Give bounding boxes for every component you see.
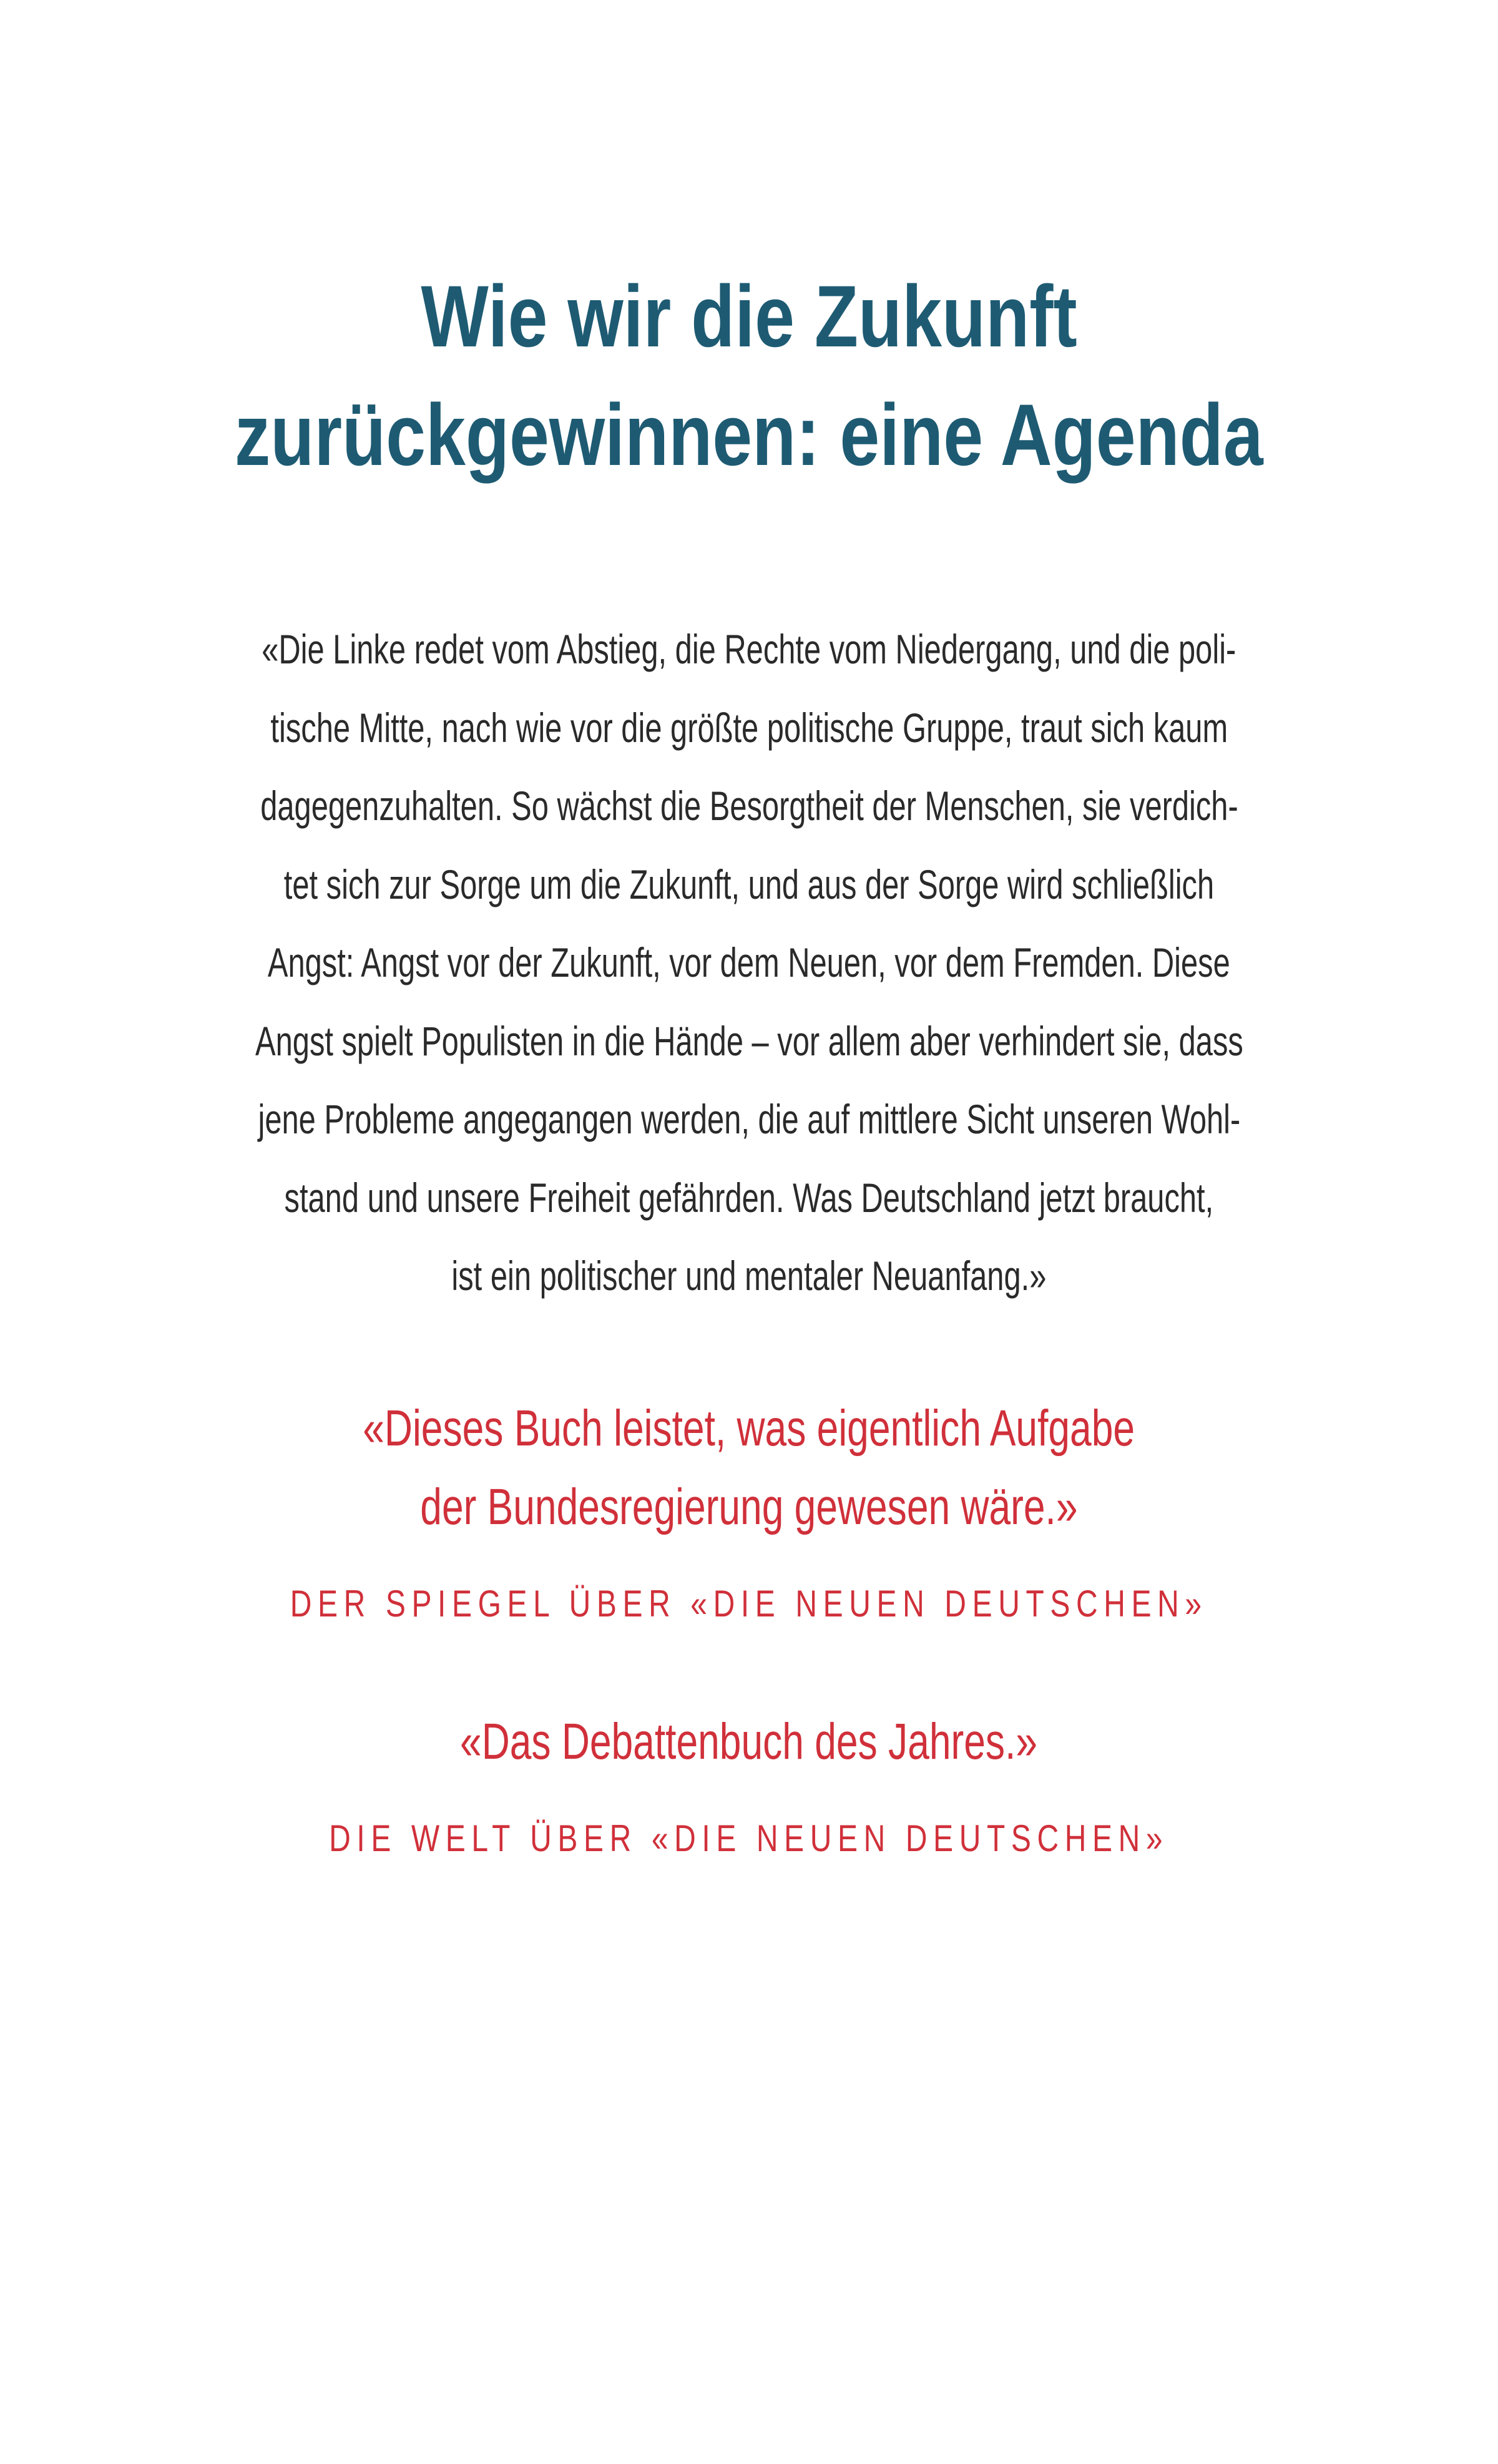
review-source-welt: DIE WELT ÜBER «DIE NEUEN DEUTSCHEN» xyxy=(329,1817,1169,1859)
blurb-line: tische Mitte, nach wie vor die größte politische Gruppe, traut sich kaum xyxy=(270,704,1228,751)
review-quote-line: der Bundesregierung gewesen wäre.» xyxy=(420,1479,1078,1535)
blurb-line: ist ein politischer und mentaler Neuanfang.» xyxy=(451,1253,1047,1299)
blurb-paragraph xyxy=(0,610,1498,1316)
review-quote-line: «Dieses Buch leistet, was eigentlich Aufgabe xyxy=(363,1400,1135,1457)
review-quote-line: «Das Debattenbuch des Jahres.» xyxy=(460,1713,1038,1770)
blurb-line: stand und unsere Freiheit gefährden. Was Deutschland jetzt braucht, xyxy=(284,1174,1214,1221)
headline-line-1 xyxy=(0,257,1498,376)
blurb-line: tet sich zur Sorge um die Zukunft, und aus der Sorge wird schließlich xyxy=(283,861,1215,907)
review-quote-spiegel xyxy=(0,1389,1498,1547)
review-quote-welt xyxy=(0,1703,1498,1781)
review-source-spiegel: DER SPIEGEL ÜBER «DIE NEUEN DEUTSCHEN» xyxy=(290,1583,1208,1625)
blurb-line: Angst spielt Populisten in die Hände – vor allem aber verhindert sie, dass xyxy=(255,1017,1243,1064)
blurb-line: Angst: Angst vor der Zukunft, vor dem Neuen, vor dem Fremden. Diese xyxy=(268,939,1230,985)
headline-line-1-text: Wie wir die Zukunft xyxy=(421,267,1077,365)
headline-line-2-text: zurückgewinnen: eine Agenda xyxy=(235,386,1263,484)
headline-line-2 xyxy=(0,376,1498,494)
blurb-line: «Die Linke redet vom Abstieg, die Rechte vom Niedergang, und die poli- xyxy=(262,626,1236,672)
blurb-line: jene Probleme angegangen werden, die auf mittlere Sicht unseren Wohl- xyxy=(258,1096,1240,1142)
blurb-line: dagegenzuhalten. So wächst die Besorgtheit der Menschen, sie verdich- xyxy=(260,783,1238,829)
